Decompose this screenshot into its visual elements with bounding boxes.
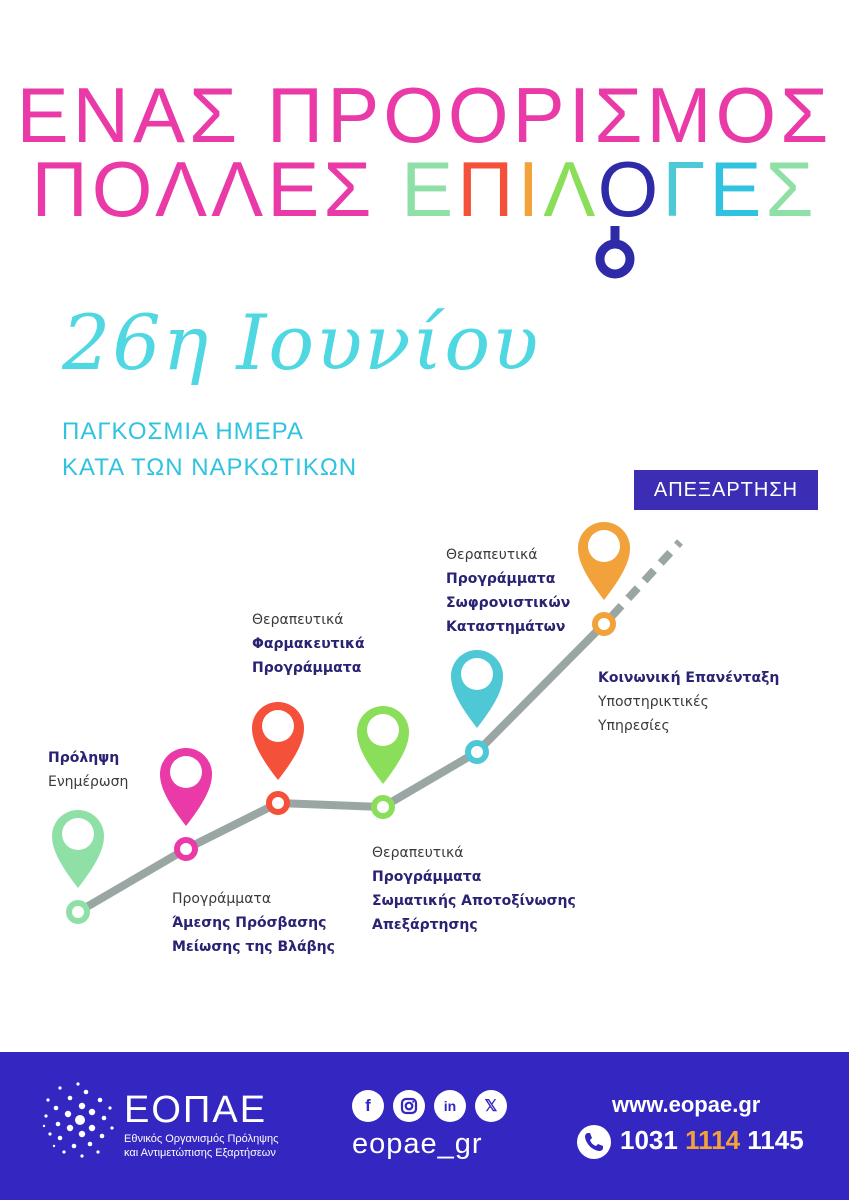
date-heading: 26η Ιουνίου (62, 298, 541, 387)
website-link[interactable]: www.eopae.gr (612, 1092, 761, 1117)
logo-tagline-2: και Αντιμετώπισης Εξαρτήσεων (124, 1147, 276, 1159)
stage-subtitle: Προγράμματα (172, 891, 272, 907)
headline-letter: Γ (662, 145, 710, 233)
headline-letter: Ι (517, 145, 544, 233)
stage-title: Σωματικής Αποτοξίνωσης (372, 893, 576, 909)
subtitle-line-2: ΚΑΤΑ ΤΩΝ ΝΑΡΚΩΤΙΚΩΝ (62, 454, 358, 481)
phone-part-1: 1031 (620, 1125, 686, 1155)
stage-title: Άμεσης Πρόσβασης (172, 915, 327, 931)
phone-part-3: 1145 (740, 1125, 804, 1155)
stage-title: Μείωσης της Βλάβης (172, 939, 335, 955)
phone-icon (577, 1125, 611, 1159)
eopae-logo-icon (40, 1080, 120, 1160)
stage-subtitle: Υπηρεσίες (598, 718, 670, 734)
stage-subtitle: Ενημέρωση (48, 774, 129, 790)
stage-subtitle: Θεραπευτικά (372, 845, 464, 861)
headline-letter: Ο (597, 145, 663, 233)
stage-subtitle: Θεραπευτικά (252, 612, 344, 628)
stage-label-prevention (48, 746, 128, 794)
headline-letter: Λ (543, 145, 598, 233)
stage-title: Προγράμματα (252, 660, 362, 676)
stage-title: Καταστημάτων (446, 619, 566, 635)
headline-letter: Σ (765, 145, 818, 233)
stage-title: Φαρμακευτικά (252, 636, 365, 652)
stage-subtitle: Υποστηρικτικές (598, 694, 709, 710)
pin-icon (451, 650, 503, 761)
headline-letter: Ε (709, 145, 766, 233)
headline-letter: Ε (401, 145, 458, 233)
instagram-icon[interactable] (393, 1090, 425, 1122)
subtitle-line-1: ΠΑΓΚΟΣΜΙΑ ΗΜΕΡΑ (62, 418, 304, 445)
stage-subtitle: Θεραπευτικά (446, 547, 538, 563)
stage-label-pharma (252, 608, 365, 680)
stage-title: Προγράμματα (446, 571, 556, 587)
headline-line-1: ΕΝΑΣ ΠΡΟΟΡΙΣΜΟΣ (16, 71, 833, 159)
phone-number[interactable] (620, 1125, 804, 1156)
linkedin-icon[interactable]: in (434, 1090, 466, 1122)
stage-title: Προγράμματα (372, 869, 482, 885)
stage-title: Σωφρονιστικών (446, 595, 571, 611)
facebook-icon[interactable]: f (352, 1090, 384, 1122)
headline-line-2-prefix: ΠΟΛΛΕΣ (31, 145, 402, 233)
stage-label-harm-reduction (172, 887, 335, 959)
headline-letter: Π (457, 145, 518, 233)
stage-label-detox (372, 841, 576, 937)
stage-title: Πρόληψη (48, 750, 120, 766)
social-handle[interactable]: eopae_gr (352, 1128, 483, 1160)
stage-title: Κοινωνική Επανένταξη (598, 670, 780, 686)
phone-part-accent: 1114 (685, 1125, 741, 1155)
destination-badge: ΑΠΕΞΑΡΤΗΣΗ (634, 470, 818, 510)
pin-icon (252, 702, 304, 812)
stage-label-reintegration (598, 666, 779, 738)
logo-wordmark: ΕΟΠΑΕ (124, 1089, 268, 1131)
stage-label-prison (446, 543, 570, 639)
stage-title: Απεξάρτησης (372, 917, 478, 933)
pin-icon (578, 522, 630, 633)
logo-tagline-1: Εθνικός Οργανισμός Πρόληψης (124, 1133, 279, 1145)
x-icon[interactable]: 𝕏 (475, 1090, 507, 1122)
